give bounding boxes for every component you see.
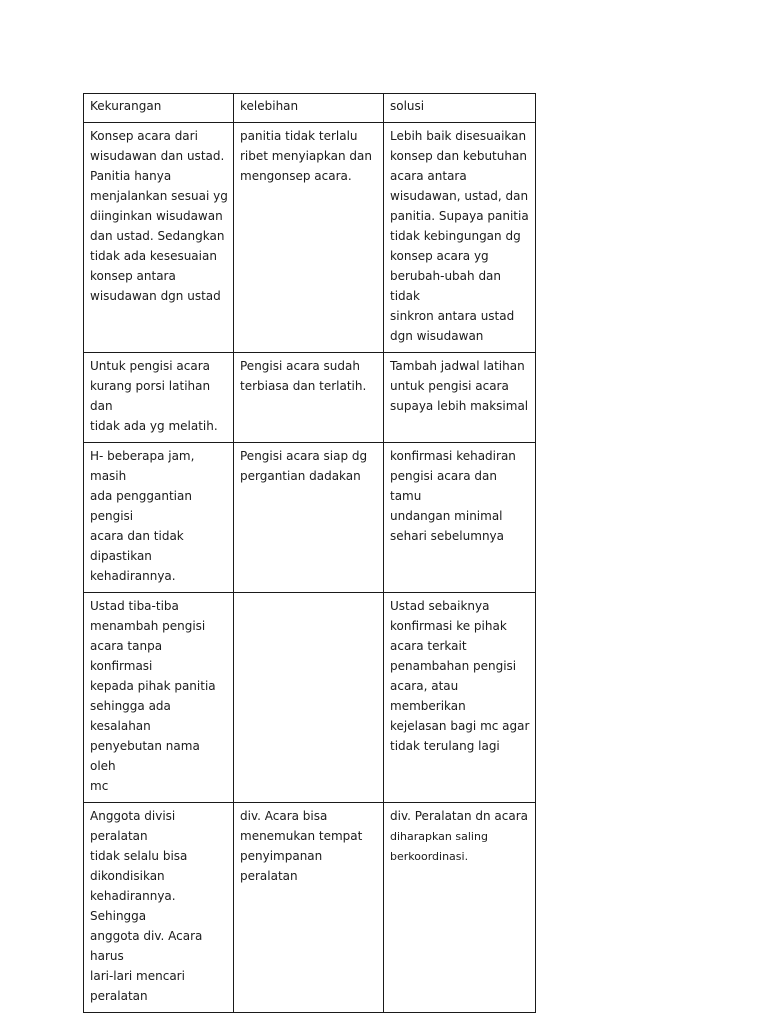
cell-solusi: konfirmasi kehadiran pengisi acara dan tamu undangan minimal sehari sebelumnya	[384, 443, 536, 593]
cell-solusi: Ustad sebaiknya konfirmasi ke pihak acara terkait penambahan pengisi acara, atau memberikan kejelasan bagi mc agar tidak terulang lagi	[384, 593, 536, 803]
table-row	[84, 353, 536, 443]
table-row	[84, 593, 536, 803]
cell-kekurangan: Anggota divisi peralatan tidak selalu bisa dikondisikan kehadirannya. Sehingga anggota div. Acara harus lari-lari mencari peralatan	[84, 803, 234, 1013]
table-row	[84, 123, 536, 353]
cell-solusi-rest: diharapkan saling berkoordinasi.	[390, 830, 488, 863]
cell-kelebihan: panitia tidak terlalu ribet menyiapkan dan mengonsep acara.	[234, 123, 384, 353]
cell-kekurangan: H- beberapa jam, masih ada penggantian pengisi acara dan tidak dipastikan kehadirannya.	[84, 443, 234, 593]
cell-solusi: Tambah jadwal latihan untuk pengisi acara supaya lebih maksimal	[384, 353, 536, 443]
cell-kekurangan: Konsep acara dari wisudawan dan ustad. Panitia hanya menjalankan sesuai yg diinginkan wisudawan dan ustad. Sedangkan tidak ada kesesuaian konsep antara wisudawan dgn ustad	[84, 123, 234, 353]
evaluation-table	[83, 93, 536, 1013]
cell-solusi-line1: div. Peralatan dn acara	[390, 809, 529, 823]
header-solusi: solusi	[384, 94, 536, 123]
cell-kelebihan: Pengisi acara sudah terbiasa dan terlatih.	[234, 353, 384, 443]
table-header-row	[84, 94, 536, 123]
cell-kelebihan: Pengisi acara siap dg pergantian dadakan	[234, 443, 384, 593]
table-row	[84, 803, 536, 1013]
header-kekurangan: Kekurangan	[84, 94, 234, 123]
header-kelebihan: kelebihan	[234, 94, 384, 123]
table-row	[84, 443, 536, 593]
cell-kekurangan: Untuk pengisi acara kurang porsi latihan dan tidak ada yg melatih.	[84, 353, 234, 443]
cell-kelebihan	[234, 593, 384, 803]
cell-solusi: Lebih baik disesuaikan konsep dan kebutuhan acara antara wisudawan, ustad, dan panitia. Supaya panitia tidak kebingungan dg konsep acara yg berubah-ubah dan tidak sinkron antara ustad dgn wisudawan	[384, 123, 536, 353]
cell-kekurangan: Ustad tiba-tiba menambah pengisi acara tanpa konfirmasi kepada pihak panitia sehingga ada kesalahan penyebutan nama oleh mc	[84, 593, 234, 803]
cell-solusi	[384, 803, 536, 1013]
cell-kelebihan: div. Acara bisa menemukan tempat penyimpanan peralatan	[234, 803, 384, 1013]
